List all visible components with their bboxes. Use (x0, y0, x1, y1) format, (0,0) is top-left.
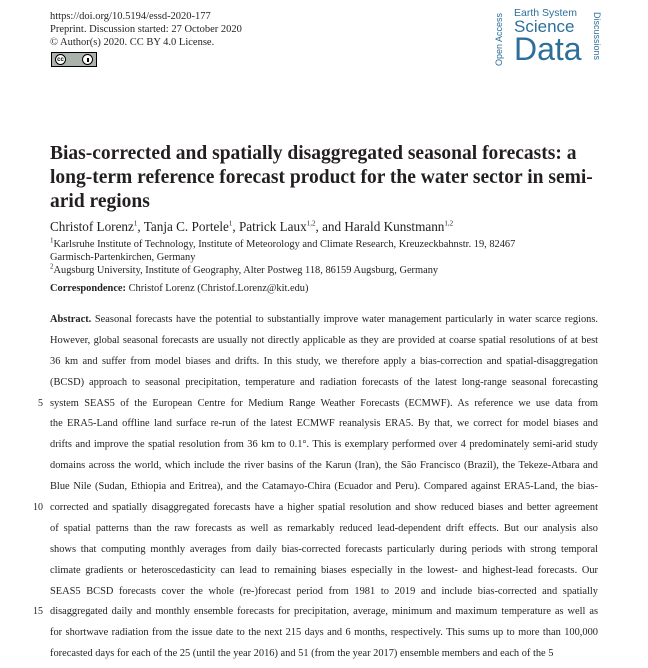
abstract-text: drifts and improve the spatial resolution from 36 km to 0.1°. This is exemplary performed over 4 predominately semi-arid study (50, 439, 598, 451)
abstract-line (33, 605, 598, 626)
author-affiliation-ref: 1,2 (306, 219, 316, 228)
author-affiliation-ref: 1,2 (444, 219, 454, 228)
author-separator: , (137, 219, 144, 234)
cc-by-license-badge[interactable] (51, 52, 97, 67)
abstract-line-text (50, 480, 598, 494)
correspondence-text: Christof Lorenz (Christof.Lorenz@kit.edu) (128, 283, 309, 294)
logo-discussions: Discussions (592, 12, 602, 61)
logo-line-1: Earth System (514, 7, 578, 19)
abstract-line-text (50, 605, 598, 619)
author-affiliation-ref: 1 (228, 219, 233, 228)
abstract-text: disaggregated daily and monthly ensemble forecasts for precipitation, average, minimum and maximum temperature as well as (50, 606, 598, 618)
doi-link[interactable]: https://doi.org/10.5194/essd-2020-177 (50, 11, 211, 22)
abstract-line-text (50, 334, 598, 348)
abstract-text: corrected and spatially disaggregated forecasts have a higher spatial resolution and show reduced biases and better agreement (50, 502, 598, 514)
abstract-line (50, 334, 598, 355)
abstract-line-text (50, 376, 598, 390)
author-name: Christof Lorenz (50, 219, 134, 234)
journal-logo[interactable] (494, 4, 605, 74)
abstract-line (50, 355, 598, 376)
abstract-line (38, 397, 598, 418)
copyright-notice: © Author(s) 2020. CC BY 4.0 License. (50, 37, 215, 48)
abstract-text: domains across the world, which include the river basins of the Karun (Iran), the São Francisco (Brazil), the Tekeze-Atbara and (50, 460, 598, 472)
abstract-line (50, 585, 598, 606)
abstract-text: However, global seasonal forecasts are usually not directly applicable as they are provided at coarse spatial resolutions of at best (50, 334, 598, 346)
abstract-line (50, 417, 598, 438)
abstract-line (50, 543, 598, 564)
abstract-line (50, 626, 598, 647)
abstract-line (50, 376, 598, 397)
abstract-label: Abstract. (50, 314, 92, 325)
abstract-line-text (50, 626, 598, 640)
correspondence (50, 283, 308, 294)
abstract-line (50, 459, 598, 480)
abstract-line (33, 501, 598, 522)
abstract-text: (BCSD) approach to seasonal precipitation, temperature and radiation forecasts of the latest long-range seasonal forecasting (50, 376, 598, 388)
affiliation-number: 1 (50, 236, 54, 245)
abstract-line-text (50, 355, 598, 369)
affiliation-2 (50, 264, 438, 277)
affiliation-1-continued: Garmisch-Partenkirchen, Germany (50, 252, 196, 263)
logo-line-3: Data (514, 31, 582, 67)
line-number: 5 (38, 397, 43, 409)
attribution-icon (82, 54, 93, 65)
abstract-line-text (50, 543, 598, 557)
cc-icon: cc (55, 54, 66, 65)
logo-open-access: Open Access (494, 12, 504, 66)
abstract-line-text (50, 564, 598, 578)
author-list (50, 219, 453, 235)
abstract-line-text (50, 522, 598, 536)
line-number: 10 (33, 502, 43, 514)
preprint-notice: Preprint. Discussion started: 27 October 2020 (50, 24, 242, 35)
affiliation-1 (50, 238, 515, 251)
line-number: 15 (33, 606, 43, 618)
abstract-line-text (50, 313, 598, 327)
abstract-line (50, 522, 598, 543)
abstract-line-text (50, 438, 598, 452)
author-separator: , and (315, 219, 345, 234)
abstract-text: SEAS5 BCSD forecasts cover the whole (re-)forecast period from 1981 to 2019 and include bias-corrected and spatially (50, 585, 598, 597)
abstract-text: Seasonal forecasts have the potential to substantially improve water management particularly in water scarce regions. (94, 314, 598, 325)
author-separator: , (232, 219, 239, 234)
abstract-line-text (50, 397, 598, 411)
author-name: Harald Kunstmann (344, 219, 445, 234)
author-name: Tanja C. Portele (143, 219, 229, 234)
abstract-text: 36 km and suffer from model biases and drifts. In this study, we therefore apply a bias-correction and spatial-disaggregation (50, 355, 598, 367)
abstract-text: climate gradients or heteroscedasticity can lead to remaining biases especially in the lowest- and highest-lead forecasts. Our (50, 564, 598, 576)
abstract-text: system SEAS5 of the European Centre for Medium Range Weather Forecasts (ECMWF). As reference we use data from (50, 397, 598, 409)
abstract-line-text (50, 647, 598, 661)
abstract-line-text (50, 501, 598, 515)
affiliation-text: Karlsruhe Institute of Technology, Institute of Meteorology and Climate Research, Kreuzeckbahnstr. 19, 82467 (53, 239, 516, 250)
abstract-text: Blue Nile (Sudan, Ethiopia and Eritrea), and the Catamayo-Chira (Ecuador and Peru). Compared against ERA5-Land, the bias- (50, 481, 598, 493)
abstract-line (50, 438, 598, 459)
author-name: Patrick Laux (238, 219, 307, 234)
affiliation-number: 2 (50, 262, 54, 271)
abstract-line (50, 564, 598, 585)
abstract-line (50, 313, 598, 334)
abstract-text: forecasted days for each of the 25 (until the year 2016) and 51 (from the year 2017) ensemble members and each of the 5 (50, 648, 554, 660)
paper-title: Bias-corrected and spatially disaggregated seasonal forecasts: a long-term reference forecast product for the water sector in semi-arid regions (50, 143, 593, 212)
correspondence-label: Correspondence: (50, 283, 126, 294)
abstract-text: the ERA5-Land offline land surface re-run of the latest ECMWF reanalysis ERA5. By that, we correct for model biases and (50, 418, 598, 430)
abstract-text: of spatial patterns than the raw forecasts as well as remarkably reduced lead-dependent drift effects. But our analysis also (50, 522, 598, 534)
abstract-line-text (50, 417, 598, 431)
affiliation-text: Augsburg University, Institute of Geography, Alter Postweg 118, 86159 Augsburg, Germany (53, 265, 439, 276)
abstract (33, 313, 598, 668)
author-affiliation-ref: 1 (133, 219, 138, 228)
logo-line-2: Science (514, 17, 575, 36)
abstract-line (50, 480, 598, 501)
abstract-text: for shortwave radiation from the issue date to the next 215 days and 6 months, respectively. This sums up to more than 100,000 (50, 627, 598, 639)
abstract-text: shows that computing monthly averages from daily bias-corrected forecasts particularly during periods with strong temporal (50, 543, 598, 555)
abstract-line-text (50, 585, 598, 599)
abstract-line-text (50, 459, 598, 473)
abstract-line (50, 647, 598, 668)
